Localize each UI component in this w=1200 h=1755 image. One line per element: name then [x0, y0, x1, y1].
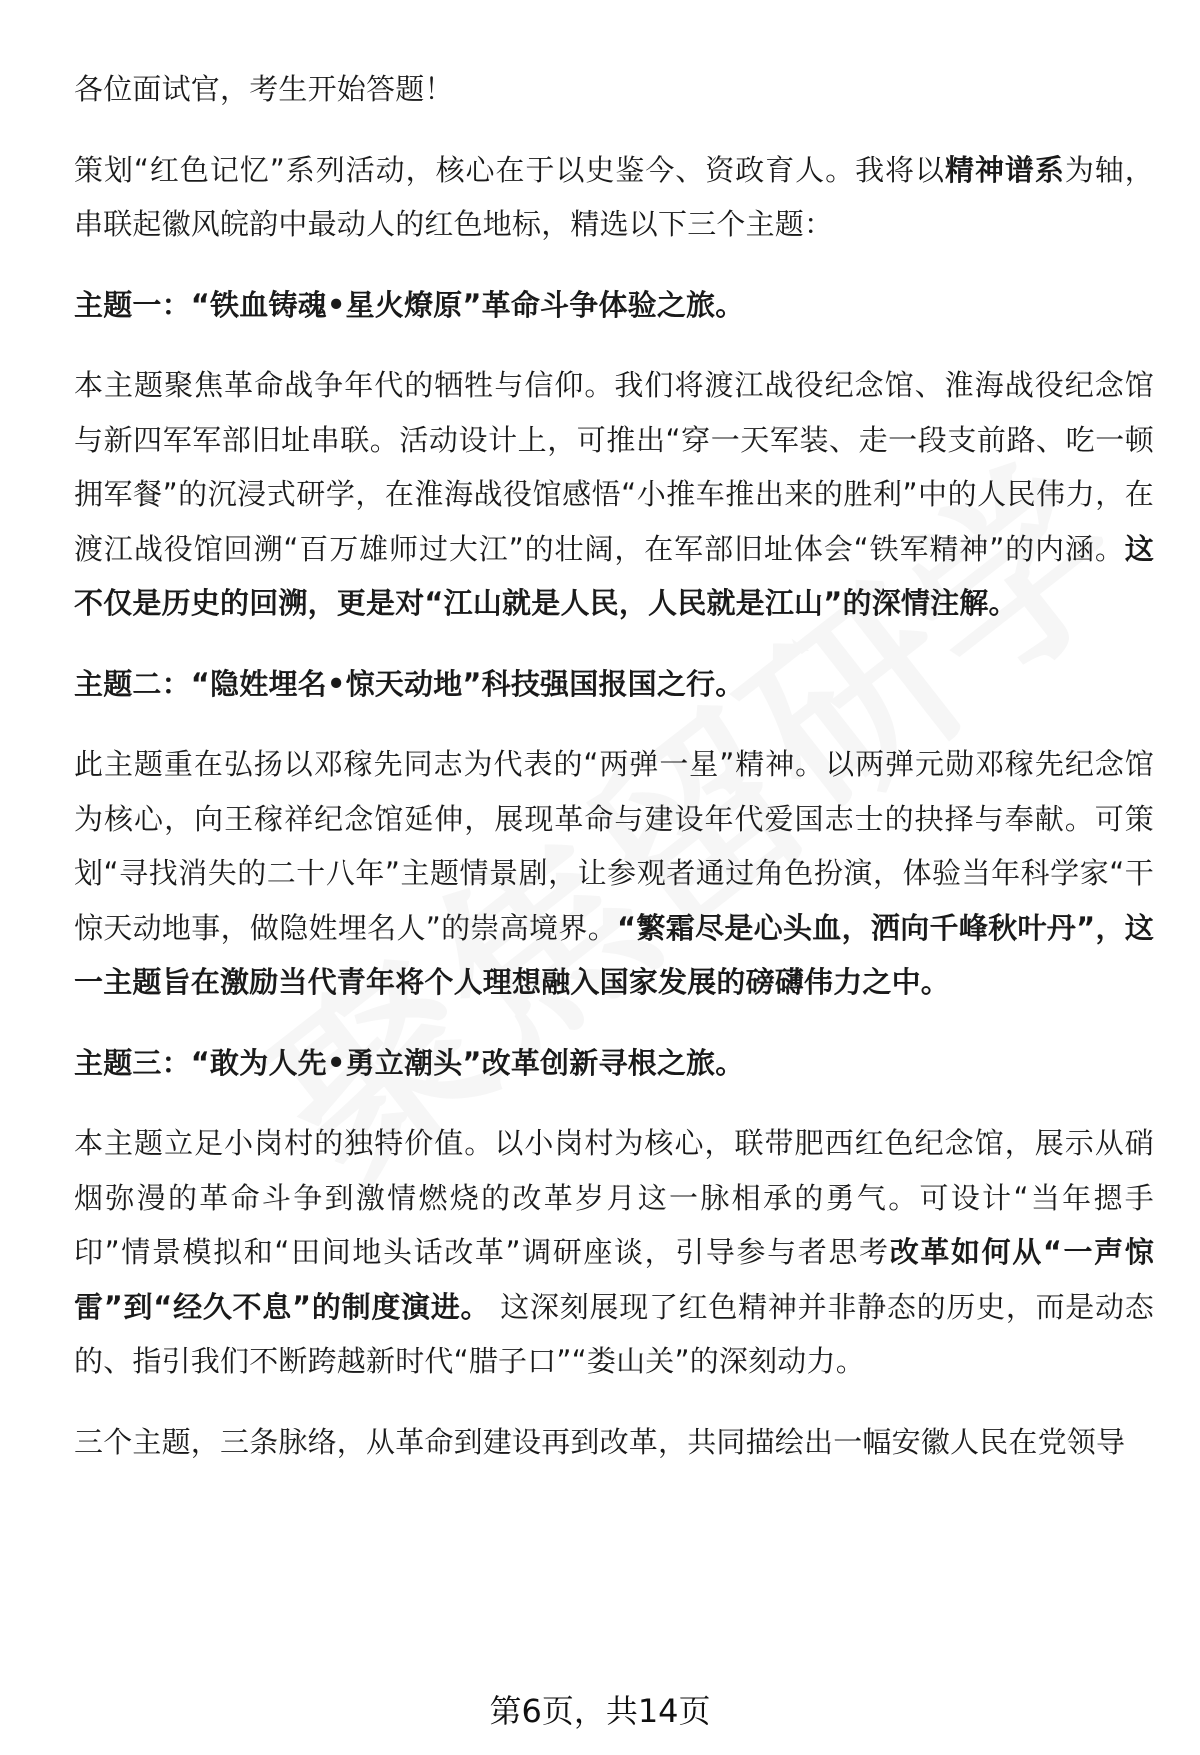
page-number-footer: 第6页，共14页 [489, 1692, 711, 1730]
summary-paragraph: 三个主题，三条脉络，从革命到建设再到改革，共同描绘出一幅安徽人民在党领导 [74, 1424, 1126, 1459]
theme-three-text-a: 本主题立足小岗村的独特价值。以小岗村为核心，联带肥西红色纪念馆，展示从硝烟弥漫的革命斗争到激情燃烧的改革岁月这一脉相承的勇气。可设计“当年摁手印”情景模拟和“田间地头话改革”调研座谈，引导参与者思考 [74, 1126, 1154, 1270]
theme-one-bold-text: 这不仅是历史的回溯，更是对“江山就是人民，人民就是江山”的深情注解。 [74, 531, 1154, 621]
overview-text-c: 为轴，串联起徽风皖韵中最动人的红色地标，精选以下三个主题： [74, 152, 1154, 242]
theme-two-paragraph [74, 737, 1154, 1010]
overview-bold-keyword: 精神谱系 [944, 152, 1065, 187]
theme-three-text-c: 这深刻展现了红色精神并非静态的历史，而是动态的、指引我们不断跨越新时代“腊子口”“娄山关”的深刻动力。 [74, 1289, 1154, 1379]
intro-paragraph: 各位面试官，考生开始答题！ [74, 72, 454, 106]
theme-three-heading: 主题三：“敢为人先•勇立潮头”改革创新寻根之旅。 [74, 1045, 745, 1080]
theme-one-paragraph [74, 358, 1154, 631]
theme-one-heading: 主题一：“铁血铸魂•星火燎原”革命斗争体验之旅。 [74, 287, 745, 322]
document-body [74, 62, 1154, 1495]
theme-three-bold-text: 改革如何从“一声惊雷”到“经久不息”的制度演进。 [74, 1235, 1154, 1324]
overview-paragraph [74, 143, 1154, 252]
theme-two-text: 此主题重在弘扬以邓稼先同志为代表的“两弹一星”精神。以两弹元勋邓稼先纪念馆为核心，向王稼祥纪念馆延伸，展现革命与建设年代爱国志士的抉择与奉献。可策划“寻找消失的二十八年”主题情景剧，让参观者通过角色扮演，体验当年科学家“干惊天动地事，做隐姓埋名人”的崇高境界。 [74, 747, 1154, 945]
theme-one-text: 本主题聚焦革命战争年代的牺牲与信仰。我们将渡江战役纪念馆、淮海战役纪念馆与新四军军部旧址串联。活动设计上，可推出“穿一天军装、走一段支前路、吃一顿拥军餐”的沉浸式研学，在淮海战役馆感悟“小推车推出来的胜利”中的人民伟力，在渡江战役馆回溯“百万雄师过大江”的壮阔，在军部旧址体会“铁军精神”的内涵。 [74, 368, 1154, 566]
theme-two-bold-text: “繁霜尽是心头血，洒向千峰秋叶丹”，这一主题旨在激励当代青年将个人理想融入国家发展的磅礴伟力之中。 [74, 910, 1155, 1000]
theme-three-paragraph [74, 1116, 1154, 1389]
theme-two-heading: 主题二：“隐姓埋名•惊天动地”科技强国报国之行。 [74, 666, 745, 701]
overview-text-a: 策划“红色记忆”系列活动，核心在于以史鉴今、资政育人。我将以 [74, 152, 945, 187]
